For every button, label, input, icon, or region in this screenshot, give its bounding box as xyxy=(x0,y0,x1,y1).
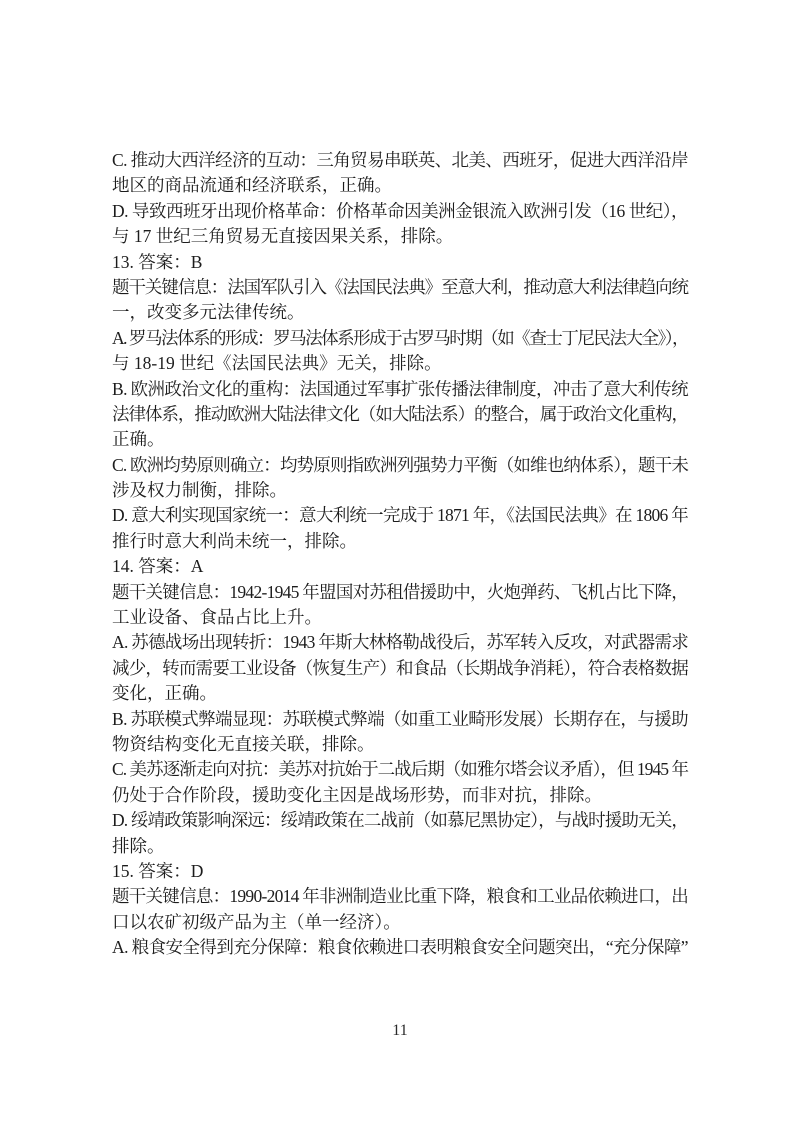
text-line: 题干关键信息：1942-1945 年盟国对苏租借援助中，火炮弹药、飞机占比下降， xyxy=(112,581,688,602)
text-line: A. 苏德战场出现转折：1943 年斯大林格勒战役后，苏军转入反攻，对武器需求 xyxy=(112,632,688,653)
text-line: C. 推动大西洋经济的互动：三角贸易串联英、北美、西班牙，促进大西洋沿岸 xyxy=(112,150,688,170)
text-line: 仍处于合作阶段，援助变化主因是战场形势，而非对抗，排除。 xyxy=(112,784,602,805)
text-line: 题干关键信息：法国军队引入《法国民法典》至意大利，推动意大利法律趋向统 xyxy=(112,276,688,297)
answer-line-q15: 15. 答案：D xyxy=(112,860,204,881)
answer-line-q13: 13. 答案：B xyxy=(112,251,203,272)
text-line: 法律体系，推动欧洲大陆法律文化（如大陆法系）的整合，属于政治文化重构， xyxy=(112,403,688,424)
text-line: 工业设备、食品占比上升。 xyxy=(112,607,322,628)
text-line: 排除。 xyxy=(112,835,165,856)
answer-key-text-block xyxy=(112,148,688,961)
text-line: 变化，正确。 xyxy=(112,683,217,704)
page-number: 11 xyxy=(392,1022,408,1039)
text-line: B. 苏联模式弊端显现：苏联模式弊端（如重工业畸形发展）长期存在，与援助 xyxy=(112,708,688,729)
text-line: 物资结构变化无直接关联，排除。 xyxy=(112,733,375,754)
text-line: D. 绥靖政策影响深远：绥靖政策在二战前（如慕尼黑协定），与战时援助无关， xyxy=(112,810,688,831)
text-line: 推行时意大利尚未统一，排除。 xyxy=(112,530,357,551)
text-line: A. 罗马法体系的形成：罗马法体系形成于古罗马时期（如《查士丁尼民法大全》）， xyxy=(112,327,688,348)
text-line: 减少，转而需要工业设备（恢复生产）和食品（长期战争消耗），符合表格数据 xyxy=(112,657,688,678)
text-line: A. 粮食安全得到充分保障：粮食依赖进口表明粮食安全问题突出，“充分保障” xyxy=(112,937,688,958)
text-line: 涉及权力制衡，排除。 xyxy=(112,480,287,501)
text-line: 口以农矿初级产品为主（单一经济）。 xyxy=(112,911,401,932)
text-line: D. 意大利实现国家统一：意大利统一完成于 1871 年，《法国民法典》在 1806 年 xyxy=(112,505,688,526)
text-line: 与 17 世纪三角贸易无直接因果关系，排除。 xyxy=(112,226,454,247)
text-line: D. 导致西班牙出现价格革命：价格革命因美洲金银流入欧洲引发（16 世纪）， xyxy=(112,200,688,221)
text-line: C. 欧洲均势原则确立：均势原则指欧洲列强势力平衡（如维也纳体系），题干未 xyxy=(112,454,688,475)
text-line: 一，改变多元法律传统。 xyxy=(112,302,305,323)
text-line: C. 美苏逐渐走向对抗：美苏对抗始于二战后期（如雅尔塔会议矛盾），但 1945 年 xyxy=(112,759,688,780)
text-line: 与 18-19 世纪《法国民法典》无关，排除。 xyxy=(112,353,442,374)
text-line: 地区的商品流通和经济联系，正确。 xyxy=(112,175,392,196)
text-line: 题干关键信息：1990-2014 年非洲制造业比重下降，粮食和工业品依赖进口，出 xyxy=(112,886,688,907)
text-line: 正确。 xyxy=(112,429,165,450)
answer-line-q14: 14. 答案：A xyxy=(112,556,204,577)
text-line: B. 欧洲政治文化的重构：法国通过军事扩张传播法律制度，冲击了意大利传统 xyxy=(112,378,688,399)
